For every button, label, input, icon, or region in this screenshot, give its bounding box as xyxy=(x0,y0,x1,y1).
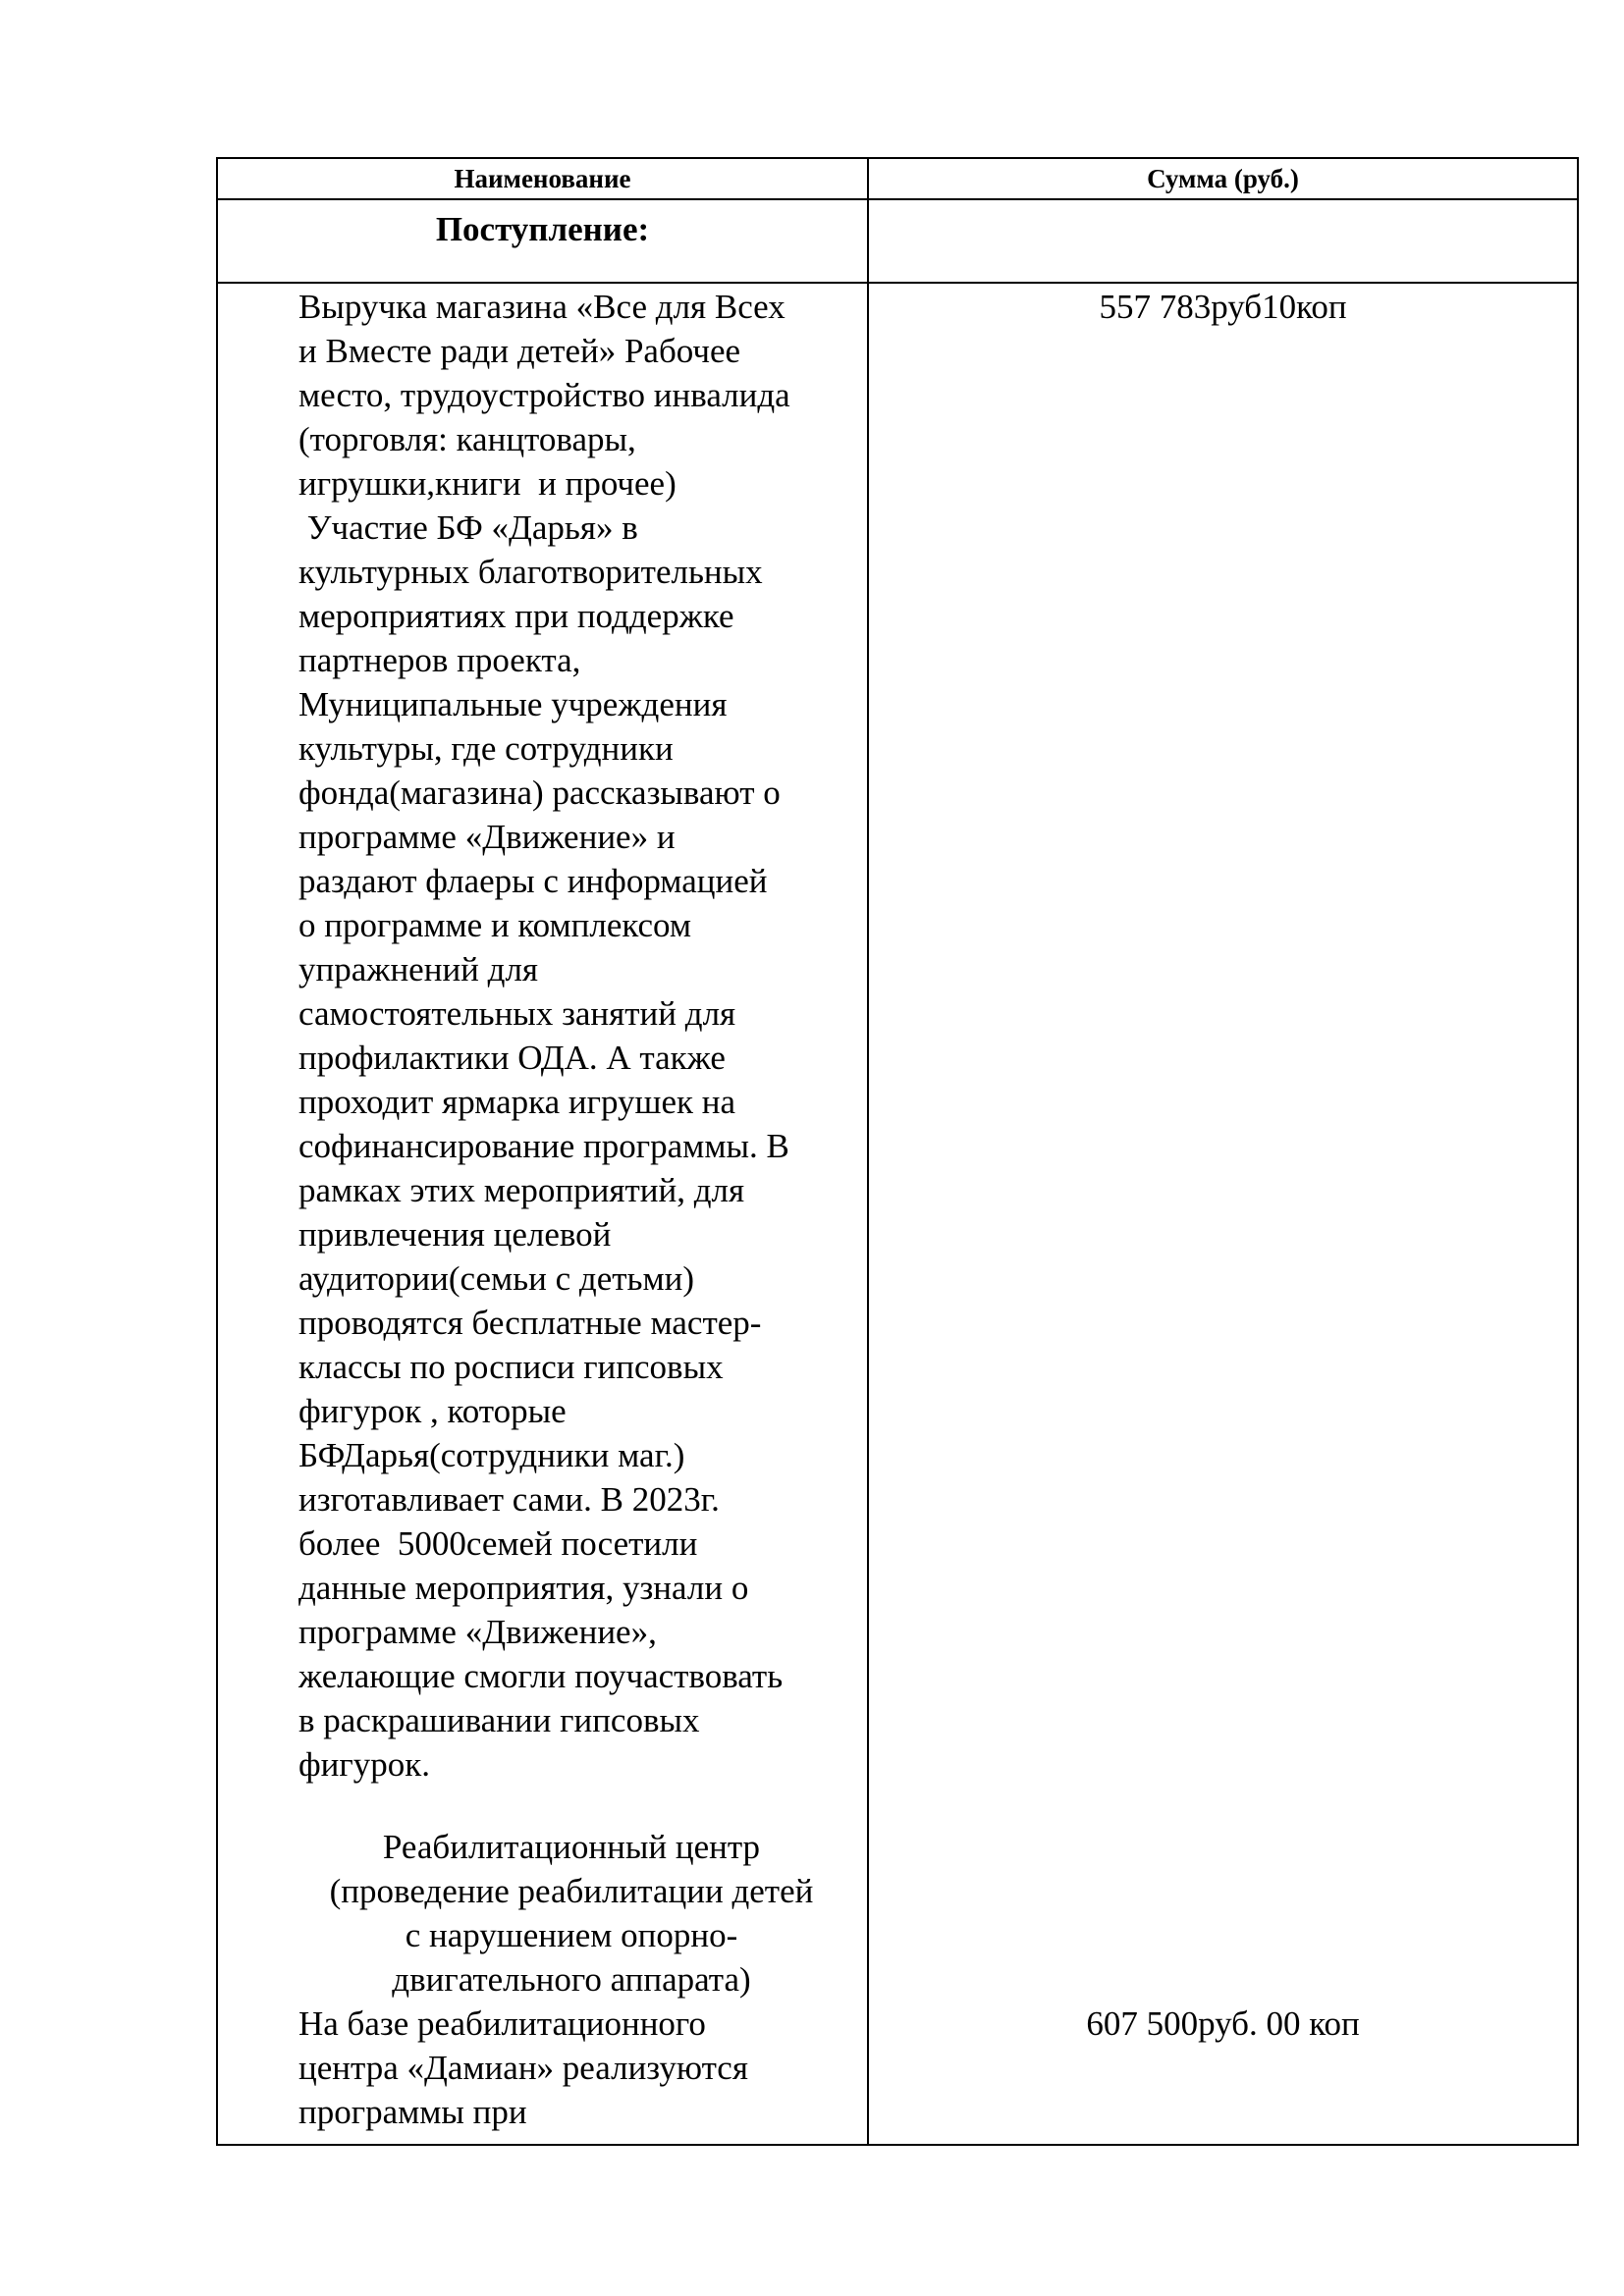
header-name: Наименование xyxy=(454,163,631,193)
row-2-description: На базе реабилитационного центра «Дамиан» реализуются программы при xyxy=(298,2004,748,2131)
row-2-amount: 607 500руб. 00 коп xyxy=(1086,2004,1360,2043)
section-divider xyxy=(218,282,1577,284)
row-2-subtitle: Реабилитационный центр (проведение реабилитации детей с нарушением опорно- двигательного аппарата) xyxy=(329,1828,814,1999)
column-divider xyxy=(867,159,869,2144)
header-sum: Сумма (руб.) xyxy=(1147,163,1299,193)
income-table xyxy=(216,157,1579,2146)
section-title: Поступление: xyxy=(435,210,650,248)
row-1-description: Выручка магазина «Все для Всех и Вместе ради детей» Рабочее место, трудоустройство инвалида (торговля: канцтовары, игрушки,книги и прочее) Участие БФ «Дарья» в культурных благотворительных мероприятиях при поддержке партнеров проекта, Муниципальные учреждения культуры, где сотрудники фонда(магазина) рассказывают о программе «Движение» и раздают флаеры с информацией о программе и комплексом упражнений для самостоятельных занятий для профилактики ОДА. А также проходит ярмарка игрушек на софинансирование программы. В рамках этих мероприятий, для привлечения целевой аудитории(семьи с детьми) проводятся бесплатные мастер- классы по росписи гипсовых фигурок , которые БФДарья(сотрудники маг.) изготавливает сами. В 2023г. более 5000семей посетили данные мероприятия, узнали о программе «Движение», желающие смогли поучаствовать в раскрашивании гипсовых фигурок. xyxy=(298,288,790,1784)
row-1-amount: 557 783руб10коп xyxy=(1099,288,1347,326)
